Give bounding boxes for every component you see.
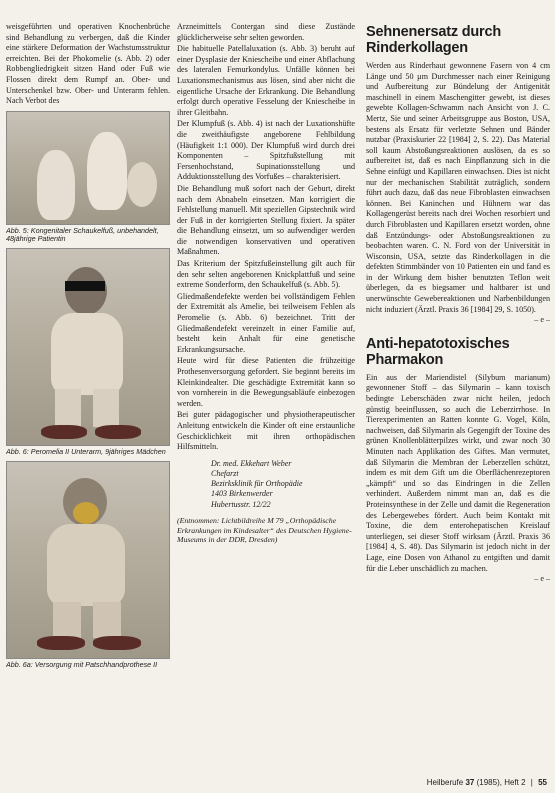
signature-line: Dr. med. Ekkehart Weber (211, 458, 292, 468)
signature-line: Bezirksklinik für Orthopädie (211, 479, 303, 489)
figure-6-caption: Abb. 6: Peromelia II Unterarm, 9jähriges Mädchen (6, 446, 166, 456)
page-number: 55 (538, 778, 547, 787)
issue: Heft 2 (504, 778, 526, 787)
paragraph: Arzneimittels Contergan sind diese Zustände glücklicherweise sehr selten geworden. (177, 22, 355, 42)
article-sign: – e – (534, 574, 550, 584)
paragraph: Gliedmaßendefekte werden bei vollständigem Fehlen der Extremität als Amelie, bei teilweisem Fehlen als Peromelie (s. Abb. 6) bezeichnet. Tritt der Gliedmaßendefekt vereinzelt in einer Familie auf, besteht kein Anhalt für eine genetische Erkrankungsursache. (177, 291, 355, 354)
paragraph: Bei guter pädagogischer und physiotherapeutischer Anleitung entwickeln die Kinder oft eine erstaunliche Geschicklichkeit mit ihren orthopädischen Hilfsmitteln. (177, 410, 355, 452)
article-title-pharmakon: Anti-hepatotoxisches Pharmakon (366, 335, 510, 368)
photo-hand-prosthesis (6, 461, 170, 659)
page-footer: Heilberufe 37 (1985), Heft 2 | 55 (426, 778, 547, 787)
paragraph: Heute wird für diese Patienten die frühzeitige Prothesenversorgung gefordert. Sie beginnt bereits im Kleinkindealter. Die geschädigte Extremität kann so von vornherein in die Bewegungsabläufe einbezogen werden. (177, 356, 355, 408)
signature-line: Hubertusstr. 12/22 (211, 499, 271, 509)
paragraph: Das Kriterium der Spitzfußeinstellung gilt auch für den sehr selten angeborenen Knickplattfuß und seine extreme Sonderform, den Schaukelfuß (s. Abb. 5). (177, 259, 355, 290)
figure-6a-caption: Abb. 6a: Versorgung mit Patschhandprothese II (6, 659, 158, 669)
left-column (6, 22, 170, 672)
photo-peromelia-girl (6, 248, 170, 446)
signature-line: Chefarzt (211, 468, 239, 478)
middle-column (177, 22, 355, 772)
paragraph: Der Klumpfuß (s. Abb. 4) ist nach der Luxationshüfte die zweithäufigste angeborene Fehlbildung (Häufigkeit 1:1 000). Der Klumpfuß wird durch drei Komponenten – Spitzfußstellung mit Fersenhochstand, Supinationsstellung und Adduktionsstellung des Vorfußes – charakterisiert. (177, 119, 355, 182)
article-body-pharmakon: Ein aus der Mariendistel (Silybum marianum) gewonnener Stoff – das Silymarin – kann toxisch bedingte Leberschäden zwar nicht heilen, jedoch günstig beeinflussen, so auch die Leberzirrhose. In Tierexperimenten an Ratten konnte G. Vogel, Köln, nachweisen, daß Silymarin als Gegengift der Toxine des grünen Knollenblätterpilzes wirkt, und zwar noch 30 Minuten nach Applikation des Giftes. Man vermutet, daß Silymarin die Membran der Leberzellen schützt, indem es mit dem Gift um die Oberflächenrezeptoren „kämpft“ und so das Eindringen in die Zellen verhindert. Außerdem nimmt man an, daß es die Proteinsynthese in der Zelle und damit die Regeneration des Lebergewebes fördert. Auch beim Kontakt mit Toxine, die dem enterohepatischen Kreislauf unterliegen, sei dieser Stoff wirksam (Ärztl. Praxis 36 [1984] 4, S. 48). Das Silymarin ist jedoch nicht in der Lage, eine Dosen von Athanol zu entgiften und damit für die Leber unschädlich zu machen. (366, 372, 550, 573)
article-sign: – e – (534, 315, 550, 325)
figure-5-caption: Abb. 5: Kongenitaler Schaukelfuß, unbehandelt, 48jährige Patientin (6, 225, 159, 244)
journal-name: Heilberufe (426, 778, 464, 787)
photo-rocker-bottom-feet (6, 111, 170, 225)
source-note: (Entnommen: Lichtbildreihe M 79 „Orthopädische Erkrankungen im Kindesalter“ des Deutschen Hygiene-Museums in der DDR, Dresden) (177, 515, 352, 545)
left-intro-text: weisgeführten und operativen Knochenbrüche sind Behandlung zu verbergen, daß die Kinder eine stärkere Deformation der Wachstumsstruktur erreichten. Bei der Phokomelie (s. Abb. 2) oder Robbengliedrigkeit sitzen Hand oder Fuß wie Flossen direkt dem Rumpf an. Ober- und Unterschenkel bzw. Ober- und Unterarm fehlen. Nach Verbot des (6, 22, 170, 106)
author-signature (211, 459, 355, 510)
right-column (366, 22, 550, 774)
middle-body (177, 22, 355, 453)
year: (1985) (476, 778, 500, 787)
article-body-sehnenersatz: Werden aus Rinderhaut gewonnene Fasern von 4 cm Länge und 50 µm Durchmesser nach einer Reinigung und Aufbereitung zur Bündelung der Antigenität maschinell in einem Maschengitter gewebt, ist dieses gewebte Kollagen-Schwamm nach Ansicht von J. C. Mertz, Sie und seiner Arbeitsgruppe aus Boston, USA, bestens als Ersatz für verletzte Sehnen und Bänder nutzbar (Praxiskurier 22 [1984] 2, S. 22). Das Material soll kaum Abstoßungsreaktionen auslösen, da es so aufbereitet ist, daß es nach Einpflanzung sich in die Sehne einfügt und Kapillaren einwachsen. Dies ist nicht nur der mechanischen Stabilität zuträglich, sondern führt auch dazu, daß das neue Fibroblasten einwachsen können. Bei Kaninchen und Hühnern war das Kollagengerüst bereits nach drei Wochen resorbiert und durch Fibroblasten und Kapillaren ersetzt worden, ohne daß Entzündungs- oder Abstoßungsreaktionen zu beobachten waren. C. N. Ford von der Universität in Wisconsin, USA, setzte das Rinderkollagen in die defekten Stimmbänder von 10 Patienten ein und fand es in der Wirkung dem bisher benutzten Teflon weit überlegen, da es biegsamer und haltbarer ist und unerwünschte Gewebereaktionen und Narbenbildungen nicht induziert (Ärztl. Praxis 36 [1984] 29, S. 1050). (366, 61, 550, 314)
paragraph: Die habituelle Patellaluxation (s. Abb. 3) beruht auf einer Dysplasie der Kniescheibe und einer Abflachung des lateralen Femurkondylus. Unfälle können bei Luxationsmechanismus aus lösen, sind aber nicht die eigentliche Ursache der Erkrankung. Die Behandlung erfolgt durch operative Fesselung der Kniescheibe in ihrer Gleitbahn. (177, 44, 355, 117)
article-title-sehnenersatz: Sehnenersatz durch Rinderkollagen (366, 24, 501, 56)
volume-number: 37 (465, 778, 475, 787)
paragraph: Die Behandlung muß sofort nach der Geburt, direkt nach dem Abnabeln einsetzen. Man korrigiert die Fehlstellung manuell. Mit speziellen Gipstechnik wird der Fuß in der korrigierten Stellung fixiert. Ja später die Behandlung einsetzt, um so aufwendiger werden die notwendigen konservativen und operativen Maßnahmen. (177, 183, 355, 257)
signature-line: 1403 Birkenwerder (211, 489, 273, 499)
